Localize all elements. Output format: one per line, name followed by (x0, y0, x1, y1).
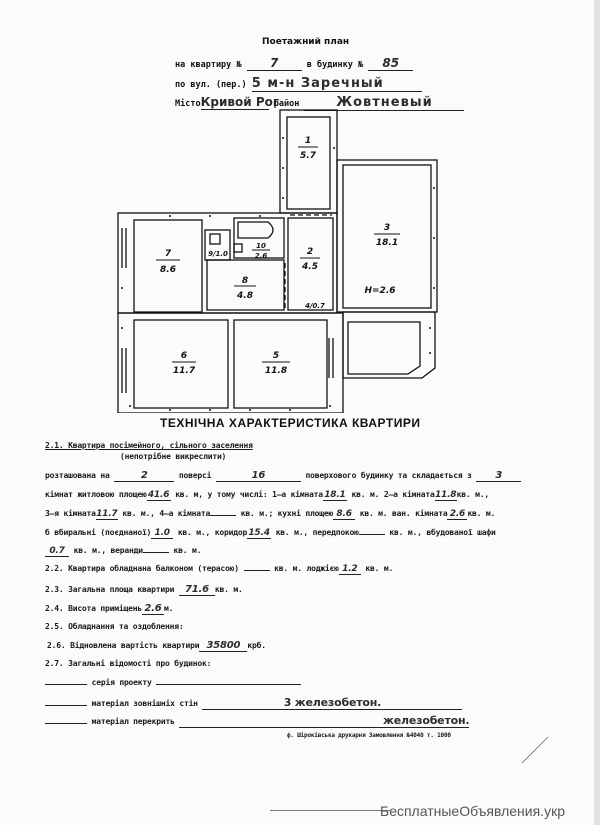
floor-plan-drawing (110, 108, 450, 413)
svg-text:1: 1 (304, 136, 312, 146)
label-living-area: кімнат житловою площею (45, 490, 147, 499)
section-2-4 (45, 603, 173, 615)
label-loggia: кв. м. лоджією (274, 564, 339, 573)
cost-value: 35800 (199, 640, 247, 652)
rooms-count-value: 3 (476, 470, 521, 482)
apartment-line (175, 56, 413, 71)
ceiling-height-value: 2.6 (142, 603, 164, 615)
svg-text:6: 6 (180, 351, 188, 361)
series-prefix-blank (45, 684, 87, 685)
svg-text:9/1.0: 9/1.0 (208, 250, 228, 258)
label-sqm: кв. м. (214, 585, 243, 594)
label-balcony: 2.2. Квартира обладнана балконом (терасою) (45, 564, 239, 573)
balcony-value (244, 570, 270, 571)
label-closet: кв. м., вбудованої шафи (389, 528, 496, 537)
bottom-rule (270, 810, 390, 811)
label-room4: кв. м., 4—а кімната (122, 509, 211, 518)
pen-stroke (520, 735, 550, 765)
label-located: розташована на (45, 471, 110, 480)
label-bathroom: кв. м. ван. кімната (359, 509, 448, 518)
document-title: Поетажний план (262, 37, 350, 47)
building-label: в будинку № (306, 60, 364, 70)
street-value: 5 м-н Заречный (252, 76, 422, 92)
svg-text:5.7: 5.7 (300, 151, 316, 161)
street-line (175, 76, 422, 92)
city-value: Кривой Рог (200, 95, 280, 109)
district-value: Жовтневый (304, 95, 464, 111)
svg-text:8.6: 8.6 (160, 265, 176, 275)
label-consists: поверхового будинку та складається з (305, 471, 472, 480)
svg-text:4.5: 4.5 (302, 262, 318, 272)
room1-value: 18.1 (324, 490, 346, 500)
svg-text:7: 7 (164, 249, 172, 259)
line-closet (45, 546, 201, 557)
label-sqm: кв. м., (456, 490, 489, 499)
apartment-label: на квартиру № (175, 60, 242, 70)
label-series: серія проекту (91, 678, 152, 687)
building-number: 85 (368, 56, 413, 71)
label-corridor: кв. м., коридор (177, 528, 248, 537)
label-room2: кв. м. 2—а кімната (351, 490, 435, 499)
floors-material-value: железобетон. (179, 714, 469, 728)
label-floor: поверсі (178, 471, 212, 480)
section-2-3 (45, 584, 243, 596)
closet-value: 0.7 (45, 546, 69, 557)
label-ceiling-height: 2.4. Висота приміщень (45, 604, 142, 613)
walls-value: 3 железобетон. (202, 696, 462, 710)
label-sqm: кв. м. (365, 564, 394, 573)
line-floor (45, 470, 521, 482)
floors-prefix-blank (45, 723, 87, 724)
toilet-value: 1.0 (151, 528, 173, 539)
living-area-value: 41.6 (147, 490, 170, 500)
svg-text:4.8: 4.8 (237, 291, 253, 301)
svg-text:3: 3 (383, 223, 391, 233)
svg-text:10: 10 (256, 242, 266, 250)
label-hall: кв. м., передпокою (275, 528, 359, 537)
svg-text:18.1: 18.1 (375, 238, 399, 248)
section-2-1-heading: 2.1. Квартира посімейного, сільного заселення (45, 441, 253, 450)
loggia-value: 1.2 (339, 564, 361, 575)
watermark: БесплатныеОбъявления.укр (380, 803, 565, 819)
svg-text:8: 8 (241, 276, 249, 286)
veranda-value (143, 552, 169, 553)
label-kitchen: кв. м.; кухні площею (240, 509, 334, 518)
label-sqm: кв. м. (467, 509, 496, 518)
walls-prefix-blank (45, 705, 87, 706)
scan-edge (594, 0, 600, 825)
line-series (45, 678, 301, 687)
apartment-number: 7 (247, 56, 302, 71)
printer-footer: ф. Шіроківська друкарня Замовлення №4040 т. 1000 (287, 732, 451, 739)
label-room1: кв. м, у тому числі: 1—а кімната (175, 490, 323, 499)
section-2-5: 2.5. Обладнання та оздоблення: (45, 622, 184, 631)
room4-value (210, 515, 236, 516)
label-total-area: 2.3. Загальна площа квартири (45, 585, 175, 594)
corridor-value: 15.4 (248, 528, 270, 538)
section-2-7: 2.7. Загальні відомості про будинок: (45, 659, 212, 668)
line-room3 (45, 509, 495, 520)
label-toilet: б вбиральні (поєднаної) (45, 528, 152, 537)
label-walls: матеріал зовнішніх стін (91, 699, 198, 708)
city-label: Місто (175, 99, 201, 109)
room3-value: 11.7 (96, 509, 118, 519)
floor-plan (110, 108, 450, 413)
svg-text:11.7: 11.7 (172, 366, 196, 376)
floor-value: 2 (114, 470, 174, 482)
section-2-1-note: (непотрібне викреслити) (120, 452, 227, 461)
svg-text:4/0.7: 4/0.7 (305, 302, 325, 310)
label-veranda: кв. м., веранди (73, 546, 143, 555)
svg-text:11.8: 11.8 (264, 366, 288, 376)
svg-text:H=2.6: H=2.6 (364, 286, 396, 296)
kitchen-value: 8.6 (333, 509, 355, 520)
total-area-value: 71.6 (179, 584, 215, 596)
svg-text:2.6: 2.6 (254, 252, 268, 260)
section-2-2 (45, 564, 393, 575)
hall-value (359, 534, 385, 535)
line-living-area (45, 490, 489, 501)
bathroom-value: 2.6 (447, 509, 467, 520)
label-cost: 2.6. Відновлена вартість квартири (47, 641, 200, 650)
label-floors-material: матеріал перекрить (91, 717, 175, 726)
line-toilet (45, 528, 496, 539)
street-label: по вул. (пер.) (175, 80, 247, 90)
label-sqm: кв. м. (173, 546, 202, 555)
section-2-6 (47, 640, 266, 652)
section-title: ТЕХНІЧНА ХАРАКТЕРИСТИКА КВАРТИРИ (160, 416, 421, 430)
label-m: м. (163, 604, 174, 613)
room2-value: 11.8 (434, 490, 457, 500)
line-floors-material (45, 714, 469, 728)
floors-total-value: 16 (216, 470, 301, 482)
label-currency: крб. (247, 641, 266, 650)
district-label: район (273, 99, 300, 109)
series-value (156, 684, 301, 685)
line-walls (45, 696, 462, 710)
svg-text:5: 5 (272, 351, 280, 361)
svg-text:2: 2 (306, 247, 314, 257)
label-room3: 3—я кімната (45, 509, 96, 518)
